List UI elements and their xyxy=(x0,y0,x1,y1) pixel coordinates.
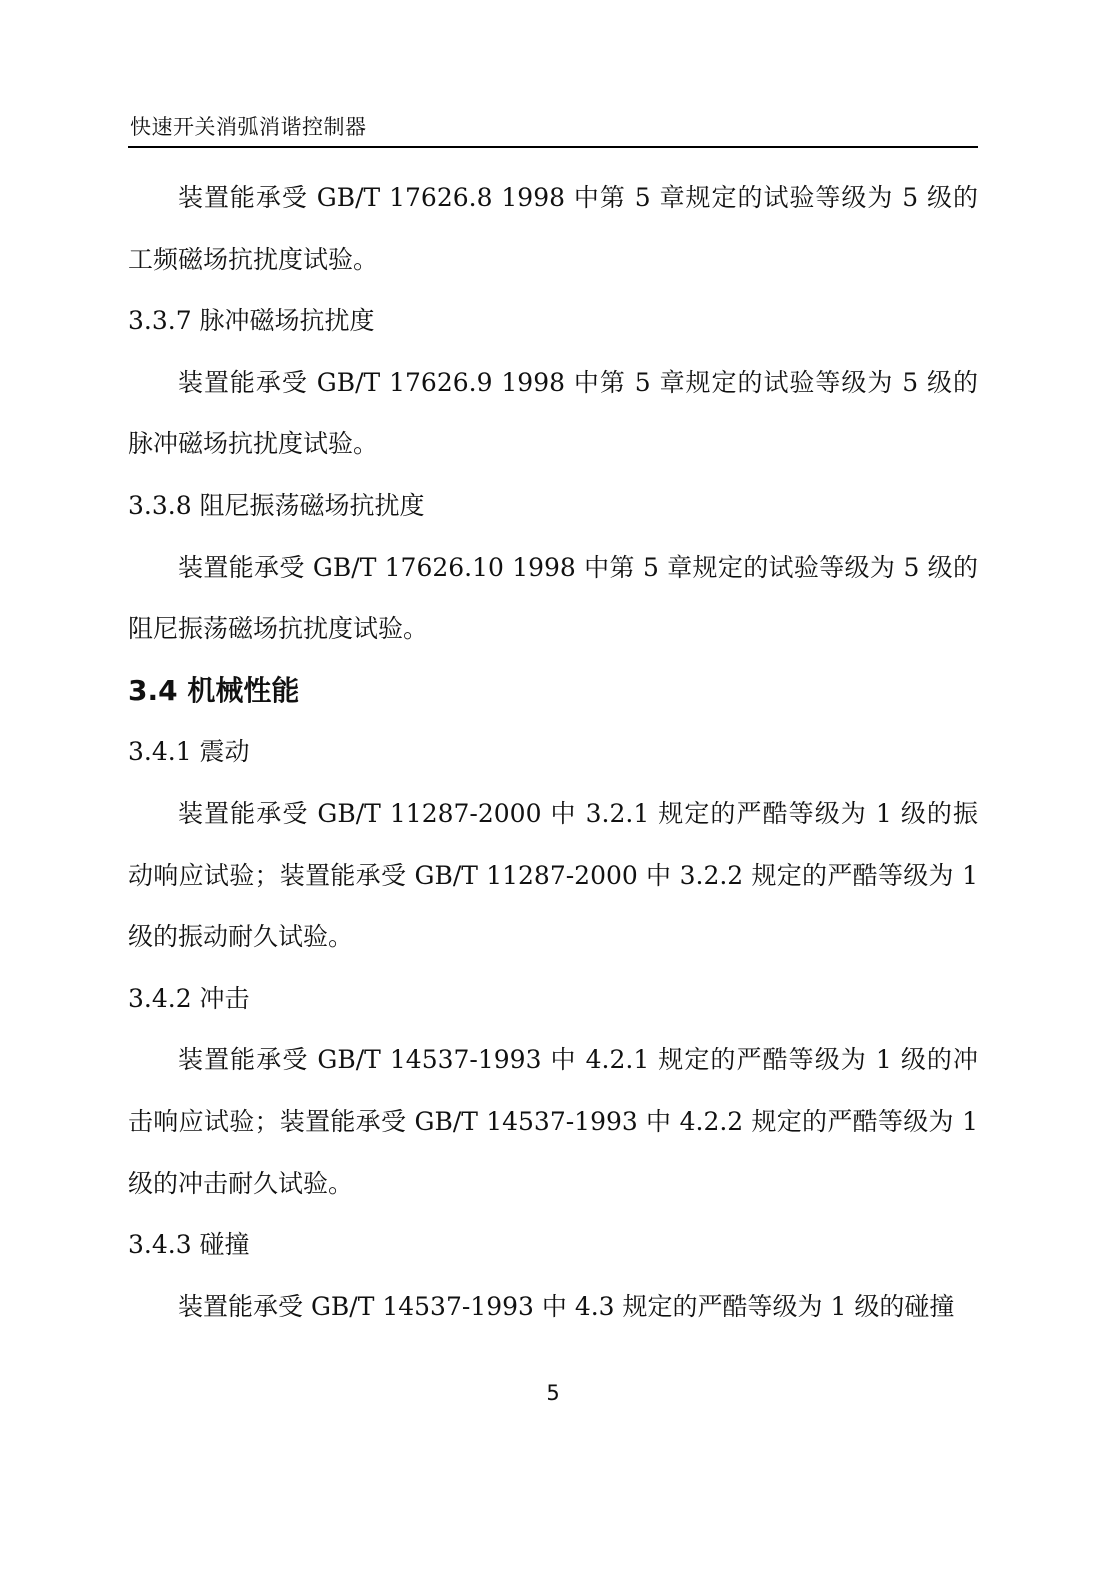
subheading-3-3-8: 3.3.8 阻尼振荡磁场抗扰度 xyxy=(128,490,425,520)
running-header: 快速开关消弧消谐控制器 xyxy=(130,115,367,139)
subheading-3-3-7: 3.3.7 脉冲磁场抗扰度 xyxy=(128,306,375,336)
subheading-3-4-1: 3.4.1 震动 xyxy=(128,737,250,767)
subheading-3-4-3: 3.4.3 碰撞 xyxy=(128,1230,250,1260)
header-rule xyxy=(128,146,978,148)
paragraph-power-frequency: 装置能承受 GB/T 17626.8 1998 中第 5 章规定的试验等级为 5 级的工频磁场抗扰度试验。 xyxy=(128,183,978,274)
document-body xyxy=(128,167,978,1337)
subheading-3-4-2: 3.4.2 冲击 xyxy=(128,983,250,1013)
paragraph-shock: 装置能承受 GB/T 14537-1993 中 4.2.1 规定的严酷等级为 1 级的冲击响应试验；装置能承受 GB/T 14537-1993 中 4.2.2 规定的严酷等级为 1 级的冲击耐久试验。 xyxy=(128,1045,978,1198)
paragraph-bump: 装置能承受 GB/T 14537-1993 中 4.3 规定的严酷等级为 1 级的碰撞 xyxy=(178,1291,955,1321)
page-number: 5 xyxy=(546,1381,560,1405)
section-heading-3-4: 3.4 机械性能 xyxy=(128,673,300,707)
paragraph-pulse-magnetic: 装置能承受 GB/T 17626.9 1998 中第 5 章规定的试验等级为 5 级的脉冲磁场抗扰度试验。 xyxy=(128,367,978,459)
paragraph-damped-oscillation: 装置能承受 GB/T 17626.10 1998 中第 5 章规定的试验等级为 5 级的阻尼振荡磁场抗扰度试验。 xyxy=(128,552,978,644)
paragraph-vibration: 装置能承受 GB/T 11287-2000 中 3.2.1 规定的严酷等级为 1 级的振动响应试验；装置能承受 GB/T 11287-2000 中 3.2.2 规定的严酷等级为 1 级的振动耐久试验。 xyxy=(128,798,978,952)
